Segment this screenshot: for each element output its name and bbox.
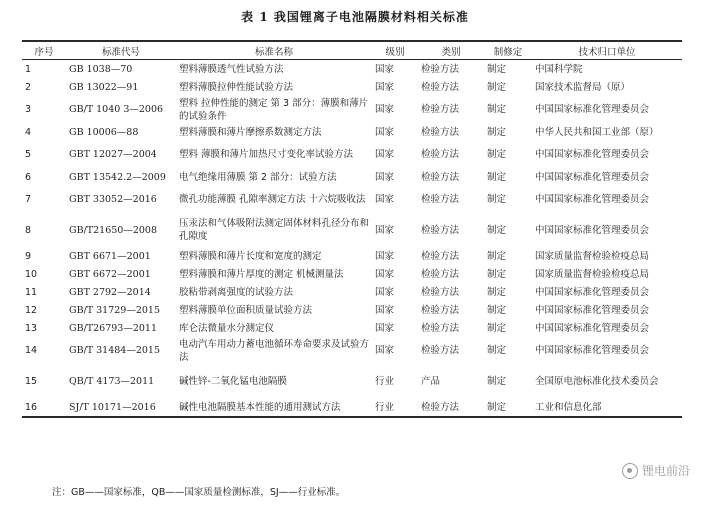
row-code: GBT 2792—2014 (69, 286, 151, 298)
row-level: 国家 (375, 345, 395, 356)
row-no: 11 (25, 286, 38, 298)
row-unit: 中华人民共和国工业部（原） (535, 126, 659, 138)
row-type: 检验方法 (421, 224, 460, 236)
row-level: 国家 (375, 322, 395, 334)
row-type: 检验方法 (421, 345, 460, 356)
table-row (22, 398, 682, 417)
header-unit: 技术归口单位 (532, 41, 682, 60)
row-no: 5 (25, 149, 32, 160)
table-row (22, 213, 682, 247)
row-no: 2 (25, 81, 32, 93)
row-name: 电动汽车用动力蓄电池循环寿命要求及试验方法 (179, 338, 370, 363)
row-unit: 工业和信息化部 (532, 398, 682, 417)
row-unit: 全国原电池标准化技术委员会 (535, 375, 659, 387)
row-revision: 制定 (487, 286, 507, 298)
row-name: 碱性电池隔膜基本性能的通用测试方法 (176, 398, 372, 417)
row-revision: 制定 (487, 81, 507, 93)
row-name: 库仑法微量水分测定仪 (179, 322, 275, 334)
row-level: 行业 (372, 398, 418, 417)
row-name: 塑料薄膜拉伸性能试验方法 (179, 81, 294, 93)
row-type: 检验方法 (421, 268, 460, 280)
row-no: 14 (25, 345, 38, 356)
row-revision: 制定 (487, 304, 507, 316)
row-revision: 制定 (487, 104, 507, 115)
row-no: 1 (25, 63, 32, 75)
row-name: 压汞法和气体吸附法测定固体材料孔径分布和孔隙度 (179, 218, 370, 242)
row-type: 检验方法 (421, 104, 460, 115)
row-code: GBT 12027—2004 (69, 149, 157, 160)
row-revision: 制定 (487, 322, 507, 334)
row-revision: 制定 (487, 250, 507, 262)
row-name: 胶粘带剥离强度的试验方法 (179, 286, 294, 298)
table-row (22, 60, 682, 79)
table-row (22, 283, 682, 301)
row-revision: 制定 (487, 194, 507, 205)
row-unit: 国家质量监督检验检疫总局 (535, 250, 650, 262)
row-level: 国家 (375, 81, 395, 93)
row-level: 国家 (375, 304, 395, 316)
row-unit: 中国国家标准化管理委员会 (535, 345, 650, 356)
row-type: 检验方法 (421, 304, 460, 316)
row-name: 电气绝缘用薄膜 第 2 部分：试验方法 (179, 171, 337, 183)
row-revision: 制定 (487, 268, 507, 280)
row-unit: 中国国家标准化管理委员会 (535, 304, 650, 316)
row-no: 8 (25, 224, 32, 236)
row-level: 国家 (375, 149, 395, 160)
standards-table (22, 40, 682, 418)
row-level: 国家 (375, 250, 395, 262)
row-revision: 制定 (487, 126, 507, 138)
table-row (22, 141, 682, 168)
table-row (22, 186, 682, 213)
table-row (22, 168, 682, 186)
row-no: 12 (25, 304, 38, 316)
row-level: 国家 (375, 126, 395, 138)
row-level: 国家 (375, 171, 395, 183)
row-name: 塑料 薄膜和薄片加热尺寸变化率试验方法 (179, 149, 354, 160)
row-no: 16 (22, 398, 66, 417)
row-unit: 中国国家标准化管理委员会 (535, 194, 650, 205)
row-level: 国家 (375, 104, 395, 115)
row-unit: 中国国家标准化管理委员会 (535, 171, 650, 183)
row-code: GB/T 1040 3—2006 (69, 104, 164, 115)
table-row (22, 78, 682, 96)
row-name: 微孔功能薄膜 孔隙率测定方法 十六烷吸收法 (179, 194, 366, 205)
header-name: 标准名称 (176, 41, 372, 60)
row-code: GBT 33052—2016 (69, 194, 157, 205)
table-row (22, 123, 682, 141)
table-footnote: 注：GB——国家标准，QB——国家质量检测标准，SJ——行业标准。 (52, 487, 346, 498)
row-revision: 制定 (487, 345, 507, 356)
row-code: GBT 6671—2001 (69, 250, 151, 262)
header-code: 标准代号 (66, 41, 176, 60)
header-no: 序号 (22, 41, 66, 60)
header-level: 级别 (372, 41, 418, 60)
row-type: 检验方法 (421, 171, 460, 183)
row-no: 9 (25, 250, 32, 262)
row-code: GB 10006—88 (69, 126, 139, 138)
table-row (22, 247, 682, 265)
row-unit: 中国科学院 (535, 63, 583, 75)
row-no: 6 (25, 171, 32, 183)
row-unit: 中国国家标准化管理委员会 (535, 104, 650, 115)
table-row (22, 337, 682, 364)
row-no: 13 (25, 322, 38, 334)
row-unit: 中国国家标准化管理委员会 (535, 322, 650, 334)
row-unit: 国家质量监督检验检疫总局 (535, 268, 650, 280)
row-type: 产品 (421, 375, 441, 387)
header-type: 类别 (418, 41, 484, 60)
row-level: 国家 (375, 286, 395, 298)
wechat-icon (622, 463, 638, 479)
row-code: GB 13022—91 (69, 81, 139, 93)
row-name: 塑料薄膜和薄片厚度的测定 机械测量法 (179, 268, 344, 280)
watermark-text: 锂电前沿 (641, 464, 690, 478)
row-code: GBT 6672—2001 (69, 268, 151, 280)
table-header-row (22, 41, 682, 60)
row-code: GBT 13542.2—2009 (69, 171, 166, 183)
row-no: 3 (25, 104, 32, 115)
row-revision: 制定 (487, 224, 507, 236)
row-unit: 国家技术监督局（原） (535, 81, 631, 93)
table-row (22, 319, 682, 337)
table-caption: 表 1 我国锂离子电池隔膜材料相关标准 (241, 10, 469, 24)
row-unit: 中国国家标准化管理委员会 (535, 224, 650, 236)
row-no: 4 (25, 126, 32, 138)
row-type: 检验方法 (421, 286, 460, 298)
row-level: 国家 (375, 63, 395, 75)
row-revision: 制定 (487, 149, 507, 160)
row-name: 塑料薄膜和薄片摩擦系数测定方法 (179, 126, 322, 138)
row-type: 检验方法 (421, 149, 460, 160)
row-no: 15 (25, 375, 38, 387)
row-unit: 中国国家标准化管理委员会 (535, 149, 650, 160)
row-type: 检验方法 (421, 250, 460, 262)
row-code: GB/T21650—2008 (69, 224, 158, 236)
table-row (22, 301, 682, 319)
row-type: 检验方法 (421, 194, 460, 205)
row-level: 国家 (375, 224, 395, 236)
header-revision: 制修定 (484, 41, 532, 60)
row-name: 碱性锌-二氧化锰电池隔膜 (179, 375, 287, 387)
row-level: 国家 (375, 268, 395, 280)
row-code: QB/T 4173—2011 (69, 375, 155, 387)
row-code: GB/T 31484—2015 (69, 345, 161, 356)
row-revision: 制定 (487, 171, 507, 183)
row-revision: 制定 (484, 398, 532, 417)
row-type: 检验方法 (421, 126, 460, 138)
row-code: SJ/T 10171—2016 (66, 398, 176, 417)
row-name: 塑料 拉伸性能的测定 第 3 部分：薄膜和薄片的试验条件 (179, 97, 369, 122)
table-row (22, 364, 682, 398)
watermark (622, 462, 690, 479)
row-type: 检验方法 (421, 322, 460, 334)
row-revision: 制定 (487, 375, 507, 387)
table-row (22, 96, 682, 123)
row-level: 行业 (375, 375, 395, 387)
row-revision: 制定 (487, 63, 507, 75)
row-no: 10 (25, 268, 38, 280)
row-unit: 中国国家标准化管理委员会 (535, 286, 650, 298)
row-name: 塑料薄膜透气性试验方法 (179, 63, 284, 75)
row-type: 检验方法 (421, 81, 460, 93)
row-name: 塑料薄膜和薄片长度和宽度的测定 (179, 250, 322, 262)
row-code: GB/T 31729—2015 (69, 304, 161, 316)
row-type: 检验方法 (421, 63, 460, 75)
row-name: 塑料薄膜单位面积质量试验方法 (179, 304, 313, 316)
row-no: 7 (25, 194, 32, 205)
table-row (22, 265, 682, 283)
row-type: 检验方法 (418, 398, 484, 417)
row-code: GB 1038—70 (69, 63, 133, 75)
row-level: 国家 (375, 194, 395, 205)
row-code: GB/T26793—2011 (69, 322, 158, 334)
